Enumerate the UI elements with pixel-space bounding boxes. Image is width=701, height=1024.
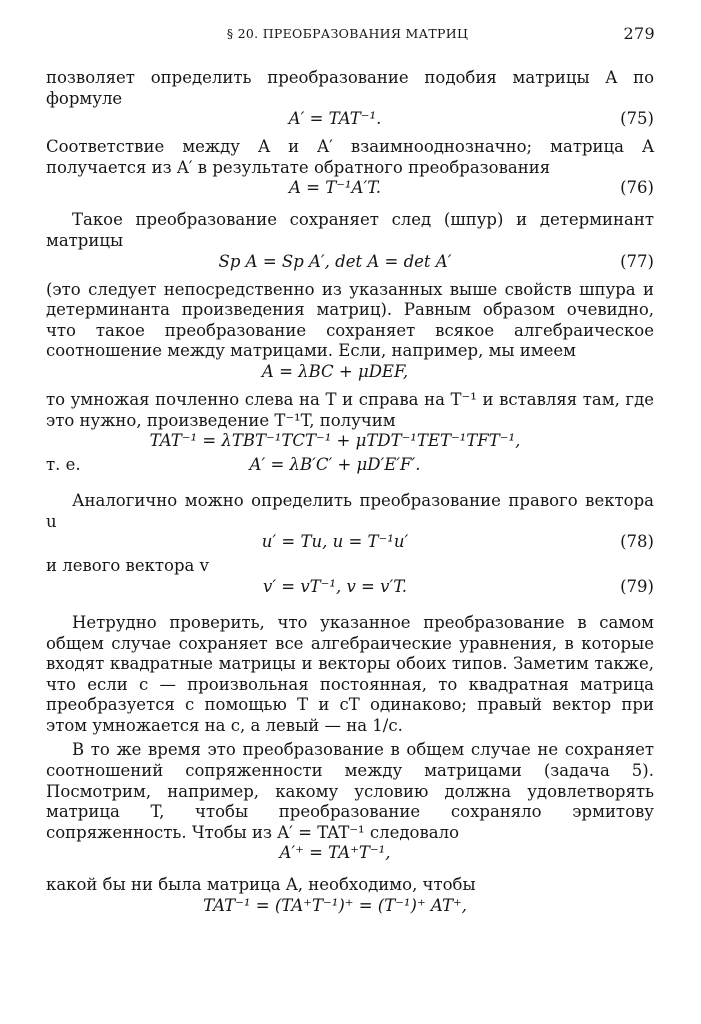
equation-77: [46, 252, 654, 276]
equation-number: (77): [620, 251, 654, 271]
paragraph: то умножая почленно слева на T и справа на T⁻¹ и вставляя там, где это нужно, произведение T⁻¹T, получим: [46, 389, 654, 430]
equation-78: [46, 532, 654, 556]
equation-formula: TAT⁻¹ = (TA⁺T⁻¹)⁺ = (T⁻¹)⁺ AT⁺,: [203, 896, 467, 916]
equation-formula: A′ = TAT⁻¹.: [288, 109, 382, 129]
paragraph: позволяет определить преобразование подобия матрицы A по формуле: [46, 68, 654, 108]
page-number: 279: [623, 24, 655, 43]
equation-formula: Sp A = Sp A′, det A = det A′: [218, 251, 452, 271]
paragraph: Соответствие между A и A′ взаимнооднозначно; матрица A получается из A′ в результате обратного преобразования: [46, 137, 654, 177]
equation-number: (79): [620, 576, 654, 596]
paragraph: какой бы ни была матрица A, необходимо, чтобы: [46, 875, 476, 895]
equation-number: (78): [620, 532, 654, 552]
running-header: [40, 26, 655, 46]
equation-formula: A′⁺ = TA⁺T⁻¹,: [279, 843, 391, 863]
equation-formula: v′ = vT⁻¹, v = v′T.: [262, 576, 408, 596]
paragraph: Нетрудно проверить, что указанное преобразование в самом общем случае сохраняет все алгебраические уравнения, в которые входят квадратные матрицы и векторы обоих типов. Заметим также, что если c — произвольная постоянная, то квадратная матрица преобразуется с помощью T и cT одинаково; правый вектор при этом умножается на c, а левый — на 1/c.: [46, 612, 654, 735]
section-title: § 20. ПРЕОБРАЗОВАНИЯ МАТРИЦ: [226, 26, 469, 41]
paragraph: (это следует непосредственно из указанных выше свойств шпура и детерминанта произведения матриц). Равным образом очевидно, что такое преобразование сохраняет всякое алгебраическое соотношение между матрицами. Если, например, мы имеем: [46, 279, 654, 361]
equation-display: [46, 455, 654, 479]
equation-display: [46, 843, 654, 867]
equation-75: [46, 109, 654, 133]
equation-76: [46, 178, 654, 202]
equation-formula: u′ = Tu, u = T⁻¹u′: [261, 532, 409, 552]
page-body: [46, 68, 654, 920]
equation-formula: A = T⁻¹A′T.: [288, 178, 382, 198]
equation-number: (76): [620, 178, 654, 198]
equation-formula: TAT⁻¹ = λTBT⁻¹TCT⁻¹ + μTDT⁻¹TET⁻¹TFT⁻¹,: [149, 431, 521, 451]
equation-79: [46, 577, 654, 601]
paragraph: и левого вектора v: [46, 556, 209, 576]
equation-display: [46, 362, 654, 386]
te-label: т. е.: [46, 455, 81, 475]
paragraph: В то же время это преобразование в общем случае не сохраняет соотношений сопряженности между матрицами (задача 5). Посмотрим, например, какому условию должна удовлетворять матрица T, чтобы преобразование сохраняло эрмитову сопряженность. Чтобы из A′ = TAT⁻¹ следовало: [46, 740, 654, 842]
equation-display: [46, 896, 654, 920]
paragraph: Аналогично можно определить преобразование правого вектора u: [46, 491, 654, 531]
equation-display: [46, 431, 654, 455]
equation-formula: A′ = λB′C′ + μD′E′F′.: [249, 455, 421, 475]
paragraph: Такое преобразование сохраняет след (шпур) и детерминант матрицы: [46, 210, 654, 250]
equation-formula: A = λBC + μDEF,: [261, 361, 409, 381]
equation-number: (75): [620, 109, 654, 129]
